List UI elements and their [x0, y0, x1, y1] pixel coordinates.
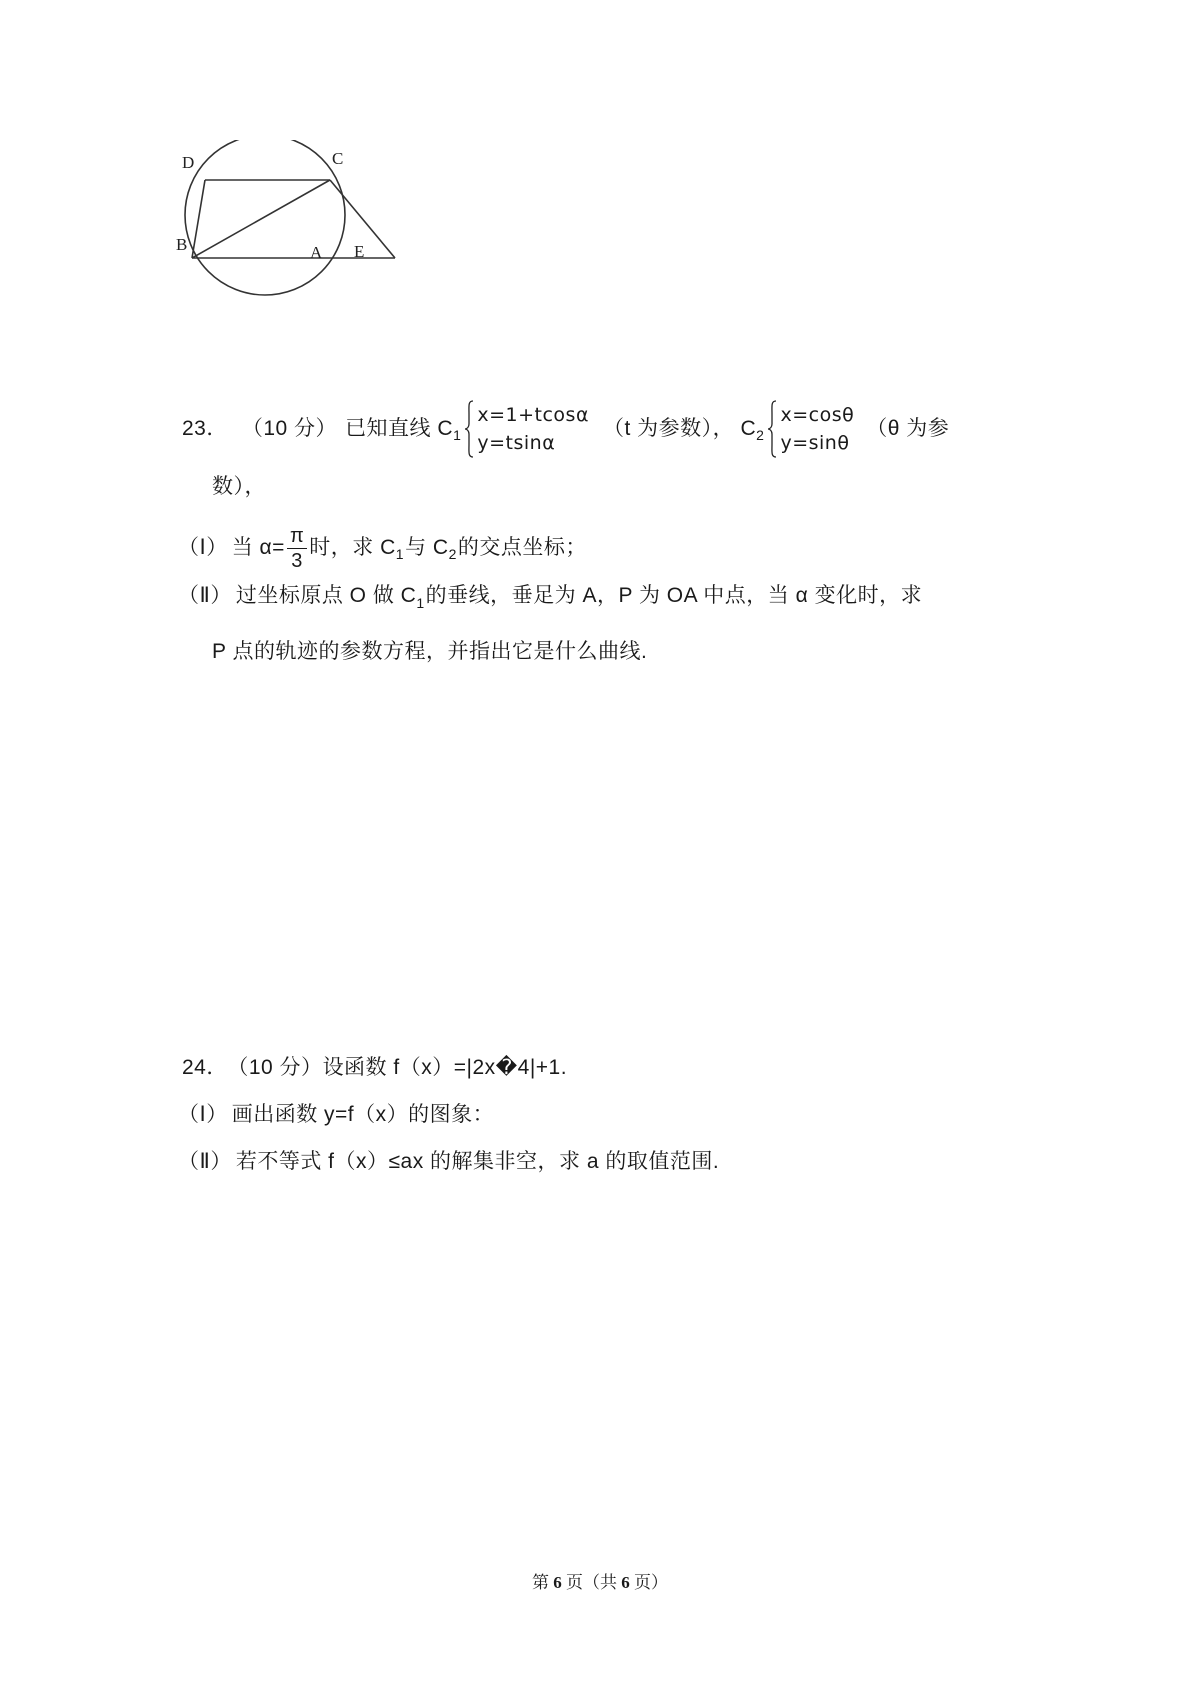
q23-part1-text-c: 与 C	[405, 536, 449, 559]
q23-c1-sub: 1	[453, 427, 462, 443]
q23-part2-text-b: 的垂线，垂足为 A，P 为 OA 中点，当 α 变化时，求	[425, 584, 923, 607]
q24-part1-text: 画出函数 y=f（x）的图象：	[231, 1103, 495, 1126]
q23-part1-text-b: 时，求 C	[309, 536, 396, 559]
label-a: A	[310, 243, 323, 262]
q24-part1-marker: （Ⅰ）	[178, 1103, 228, 1126]
q23-lead: 已知直线 C	[345, 417, 454, 440]
q23-wrap: 数），	[212, 475, 266, 498]
q23-part1	[178, 518, 587, 578]
q24-part2-marker: （Ⅱ）	[178, 1150, 232, 1173]
q23-c2-system	[767, 400, 854, 458]
q23-part1-text-d: 的交点坐标；	[457, 536, 587, 559]
q23-part1-text-a: 当 α=	[231, 536, 285, 559]
left-brace-icon	[464, 400, 474, 458]
q23-number: 23．	[182, 417, 228, 440]
q23-c2-note: （θ 为参	[866, 417, 950, 440]
q23-part1-sub2: 2	[448, 546, 457, 562]
footer-total-pages: 6	[621, 1573, 630, 1592]
q24-score: （10 分）	[237, 1056, 323, 1079]
segment-db	[192, 180, 205, 258]
footer-page-number: 6	[553, 1573, 562, 1592]
footer-pre: 第	[532, 1573, 554, 1592]
q23-part2-marker: （Ⅱ）	[178, 584, 232, 607]
q24-line1	[182, 1053, 567, 1083]
q23-c2-eq-x: x=cosθ	[780, 404, 855, 426]
fraction-denominator: 3	[291, 549, 303, 572]
label-d: D	[182, 153, 195, 172]
footer-post: 页）	[629, 1573, 668, 1592]
q23-c2-eq-y: y=sinθ	[780, 432, 850, 454]
q24-part2	[178, 1147, 719, 1177]
q23-part2-sub1: 1	[416, 595, 425, 611]
page-footer	[0, 1568, 1200, 1593]
q24-part1	[178, 1100, 494, 1130]
q24-stem: 设函数 f（x）=|2x�4|+1.	[322, 1056, 568, 1079]
q23-c1-note: （t 为参数）， C	[602, 417, 757, 440]
label-b: B	[176, 235, 188, 254]
fraction-numerator: π	[287, 524, 307, 549]
q23-c1-system	[464, 400, 589, 458]
q23-part2-continuation: P 点的轨迹的参数方程，并指出它是什么曲线.	[212, 640, 648, 663]
q23-part2-text-a: 过坐标原点 O 做 C	[235, 584, 417, 607]
q23-line1	[182, 400, 949, 458]
circle-diagram	[170, 140, 430, 320]
label-e: E	[354, 242, 365, 261]
q23-c1-eq-y: y=tsinα	[477, 432, 556, 454]
q23-c1-eq-x: x=1+tcosα	[477, 404, 589, 426]
left-brace-icon	[767, 400, 777, 458]
q23-part1-sub1: 1	[395, 546, 405, 562]
q23-part2	[178, 581, 922, 612]
q23-c2-sub: 2	[756, 427, 765, 443]
q24-part2-text: 若不等式 f（x）≤ax 的解集非空，求 a 的取值范围.	[235, 1150, 720, 1173]
label-c: C	[332, 149, 344, 168]
footer-mid: 页（共	[561, 1573, 622, 1592]
q24-number: 24．	[182, 1056, 228, 1079]
q23-score: （10 分）	[241, 417, 338, 440]
q23-part1-marker: （Ⅰ）	[178, 536, 228, 559]
fraction-pi-over-3	[287, 524, 307, 573]
